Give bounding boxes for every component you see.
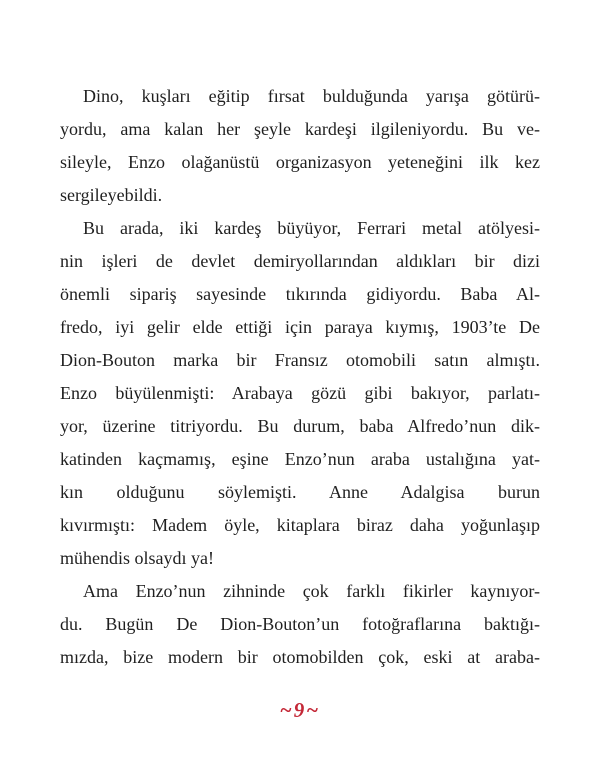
text-line: yor, üzerine titriyordu. Bu durum, baba Alfredo’nun dik- <box>60 416 540 436</box>
page-number: ~9~ <box>279 698 321 722</box>
text-line: kın olduğunu söylemişti. Anne Adalgisa burun <box>60 482 540 502</box>
text-line: önemli sipariş sayesinde tıkırında gidiyordu. Baba Al- <box>60 284 540 304</box>
text-line: Ama Enzo’nun zihninde çok farklı fikirler kaynıyor- <box>83 581 540 601</box>
text-line: sergileyebildi. <box>60 185 163 205</box>
text-line: du. Bugün De Dion-Bouton’un fotoğraflarına baktığı- <box>60 614 540 634</box>
text-line: Dion-Bouton marka bir Fransız otomobili satın almıştı. <box>60 350 540 370</box>
text-line: sileyle, Enzo olağanüstü organizasyon yeteneğini ilk kez <box>60 152 540 172</box>
text-line: mızda, bize modern bir otomobilden çok, eski at araba- <box>60 647 540 667</box>
page-footer <box>0 698 600 723</box>
text-line: Bu arada, iki kardeş büyüyor, Ferrari metal atölyesi- <box>83 218 540 238</box>
body-text <box>60 80 540 674</box>
text-line: fredo, iyi gelir elde ettiği için paraya kıymış, 1903’te De <box>60 317 540 337</box>
text-line: yordu, ama kalan her şeyle kardeşi ilgileniyordu. Bu ve- <box>60 119 540 139</box>
text-line: Enzo büyülenmişti: Arabaya gözü gibi bakıyor, parlatı- <box>60 383 540 403</box>
text-line: kıvırmıştı: Madem öyle, kitaplara biraz daha yoğunlaşıp <box>60 515 540 535</box>
text-line: katinden kaçmamış, eşine Enzo’nun araba ustalığına yat- <box>60 449 540 469</box>
text-line: Dino, kuşları eğitip fırsat bulduğunda yarışa götürü- <box>83 86 540 106</box>
text-line: mühendis olsaydı ya! <box>60 548 214 568</box>
text-line: nin işleri de devlet demiryollarından aldıkları bir dizi <box>60 251 540 271</box>
